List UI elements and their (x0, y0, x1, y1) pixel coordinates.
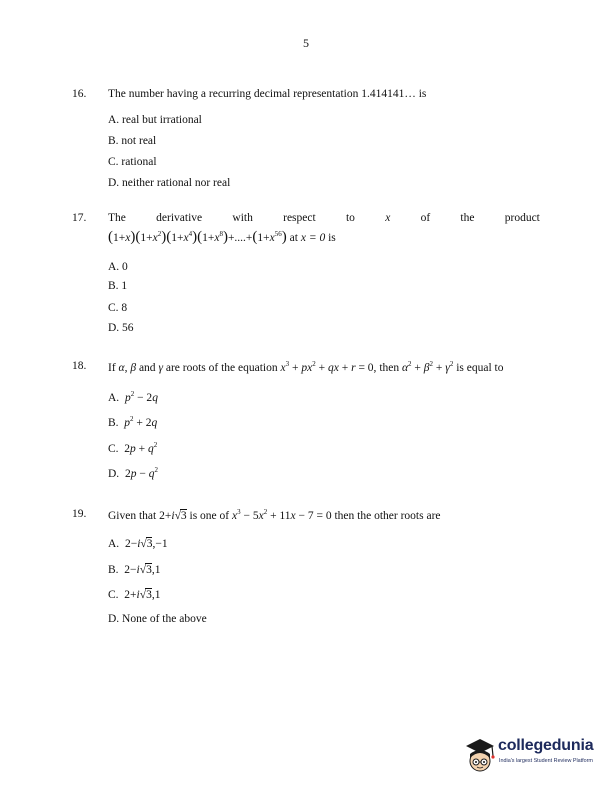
graduate-mascot-icon (462, 734, 498, 778)
word: x (385, 212, 391, 224)
word: the (460, 212, 475, 224)
question-number: 19. (72, 508, 87, 520)
option-c: C. rational (108, 156, 157, 168)
question-text: If α, β and γ are roots of the equation $x^3 + px^2$ + qx + r = 0, then $\alpha^2 + \beta^2 + \gamma^2$ is equal to (108, 360, 504, 374)
question-text: Given that 2+i√3 is one of $x^3 - 5x^2 + 11x - 7 = 0$ then the other roots are (108, 508, 441, 522)
word: of (420, 212, 431, 224)
option-c: C. 8 (108, 302, 128, 314)
expr-text: at (289, 232, 298, 244)
expr-text: is (328, 232, 336, 244)
expr-eq: x = 0 (300, 232, 326, 244)
word: product (504, 212, 540, 224)
option-b: B. 1 (108, 280, 128, 292)
logo-brand: collegedunia (498, 737, 594, 754)
option-c: C. 2+i√3,1 (108, 589, 161, 601)
question-text-line (108, 212, 540, 224)
option-b: B. $p^2 + 2q$ (108, 415, 158, 429)
logo-tagline: India's largest Student Review Platform (499, 758, 593, 764)
option-d: D. $2p - q^2$ (108, 466, 158, 480)
page-number: 5 (303, 36, 309, 50)
option-b: B. 2−i√3,1 (108, 564, 161, 576)
question-number: 18. (72, 360, 87, 372)
product-expression: $(1+x)(1+x^2)(1+x^4)(1+x^8)+....+(1+x^{56})$ at x = 0 is (108, 229, 336, 245)
question-number: 17. (72, 212, 87, 224)
word: respect (283, 212, 316, 224)
word: The (108, 212, 126, 224)
option-d: D. None of the above (108, 613, 207, 625)
option-b: B. not real (108, 135, 157, 147)
option-d: D. 56 (108, 322, 134, 334)
question-text: The number having a recurring decimal representation 1.414141… is (108, 88, 427, 100)
word: to (345, 212, 355, 224)
question-number: 16. (72, 88, 87, 100)
option-a: A. $p^2 - 2q$ (108, 390, 158, 404)
option-a: A. 2−i√3,−1 (108, 538, 168, 550)
option-d: D. neither rational nor real (108, 177, 231, 189)
option-a: A. 0 (108, 261, 128, 273)
word: with (232, 212, 253, 224)
option-a: A. real but irrational (108, 114, 202, 126)
collegedunia-logo (462, 734, 602, 778)
option-c: C. $2p + q^2$ (108, 441, 158, 455)
word: derivative (156, 212, 203, 224)
